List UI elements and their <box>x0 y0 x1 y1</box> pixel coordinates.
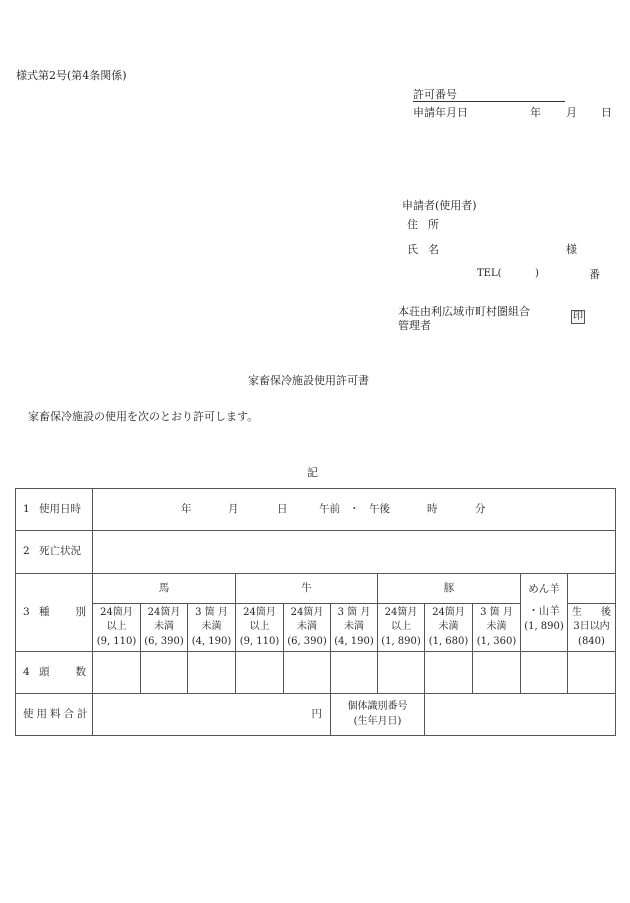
group-horse: 馬 <box>93 574 236 604</box>
head-count-pig-24plus[interactable] <box>378 652 425 694</box>
head-count-cattle-24plus[interactable] <box>236 652 284 694</box>
head-count-pig-3under[interactable] <box>473 652 521 694</box>
honorific-label: 様 <box>566 243 577 256</box>
permit-number-label: 許可番号 <box>413 88 457 101</box>
head-count-horse-3under[interactable] <box>188 652 236 694</box>
head-count-pig-24under[interactable] <box>425 652 473 694</box>
category-horse-24plus: 24箇月 以上 (9, 110) <box>93 604 141 652</box>
document-body: 家畜保冷施設の使用を次のとおり許可します。 <box>28 410 259 423</box>
type-label: 3 種 別 <box>16 574 93 652</box>
category-pig-24plus: 24箇月 以上 (1, 890) <box>378 604 425 652</box>
category-pig-3under: 3 箇 月 未満 (1, 360) <box>473 604 521 652</box>
head-count-horse-24plus[interactable] <box>93 652 141 694</box>
tel-close-paren: ) <box>535 268 539 279</box>
row-usage-datetime <box>16 489 616 531</box>
form-number: 様式第2号(第4条関係) <box>16 69 127 82</box>
category-cattle-24under: 24箇月 未満 (6, 390) <box>284 604 331 652</box>
head-count-label: 4 頭 数 <box>16 652 93 694</box>
row-total-fee <box>16 694 616 736</box>
application-month-label: 月 <box>566 106 577 119</box>
head-count-cattle-24under[interactable] <box>284 652 331 694</box>
name-label: 氏名 <box>407 243 449 256</box>
document-title: 家畜保冷施設使用許可書 <box>248 374 369 387</box>
usage-datetime-label: 1 使用日時 <box>16 489 93 531</box>
group-sheep-goat: めん羊 ・山羊 (1, 890) <box>521 574 568 652</box>
permit-table <box>15 488 616 736</box>
applicant-heading: 申請者(使用者) <box>402 199 477 212</box>
address-label: 住所 <box>407 218 449 231</box>
group-pig: 豚 <box>378 574 521 604</box>
category-horse-24under: 24箇月 未満 (6, 390) <box>141 604 188 652</box>
head-count-horse-24under[interactable] <box>141 652 188 694</box>
yen-unit: 円 <box>311 707 322 720</box>
category-cattle-3under: 3 箇 月 未満 (4, 190) <box>331 604 378 652</box>
category-newborn: 生 後 3日以内 (840) <box>568 604 616 652</box>
group-cattle: 牛 <box>236 574 378 604</box>
group-newborn-header <box>568 574 616 604</box>
application-date-label: 申請年月日 <box>413 106 468 119</box>
issuer-organization: 本荘由利広域市町村圏組合 <box>398 305 530 318</box>
application-day-label: 日 <box>601 106 612 119</box>
row-type-groups <box>16 574 616 604</box>
head-count-newborn[interactable] <box>568 652 616 694</box>
ki-label: 記 <box>307 466 318 479</box>
permit-number-field[interactable] <box>413 89 565 102</box>
usage-datetime-field[interactable]: 年 月 日 午前 ・ 午後 時 分 <box>93 489 616 531</box>
category-pig-24under: 24箇月 未満 (1, 680) <box>425 604 473 652</box>
number-suffix: 番 <box>589 268 600 281</box>
category-cattle-24plus: 24箇月 以上 (9, 110) <box>236 604 284 652</box>
individual-id-label: 個体識別番号 (生年月日) <box>331 694 425 736</box>
tel-label: TEL( <box>477 268 502 279</box>
total-fee-label: 使用料合計 <box>16 694 93 736</box>
application-year-label: 年 <box>530 106 541 119</box>
total-fee-field[interactable] <box>93 694 331 736</box>
seal-icon: 印 <box>573 311 583 322</box>
head-count-sheep-goat[interactable] <box>521 652 568 694</box>
death-status-field[interactable] <box>93 531 616 574</box>
individual-id-field[interactable] <box>425 694 616 736</box>
row-head-count <box>16 652 616 694</box>
issuer-title: 管理者 <box>398 319 431 332</box>
head-count-cattle-3under[interactable] <box>331 652 378 694</box>
row-death-status <box>16 531 616 574</box>
category-horse-3under: 3 箇 月 未満 (4, 190) <box>188 604 236 652</box>
death-status-label: 2 死亡状況 <box>16 531 93 574</box>
